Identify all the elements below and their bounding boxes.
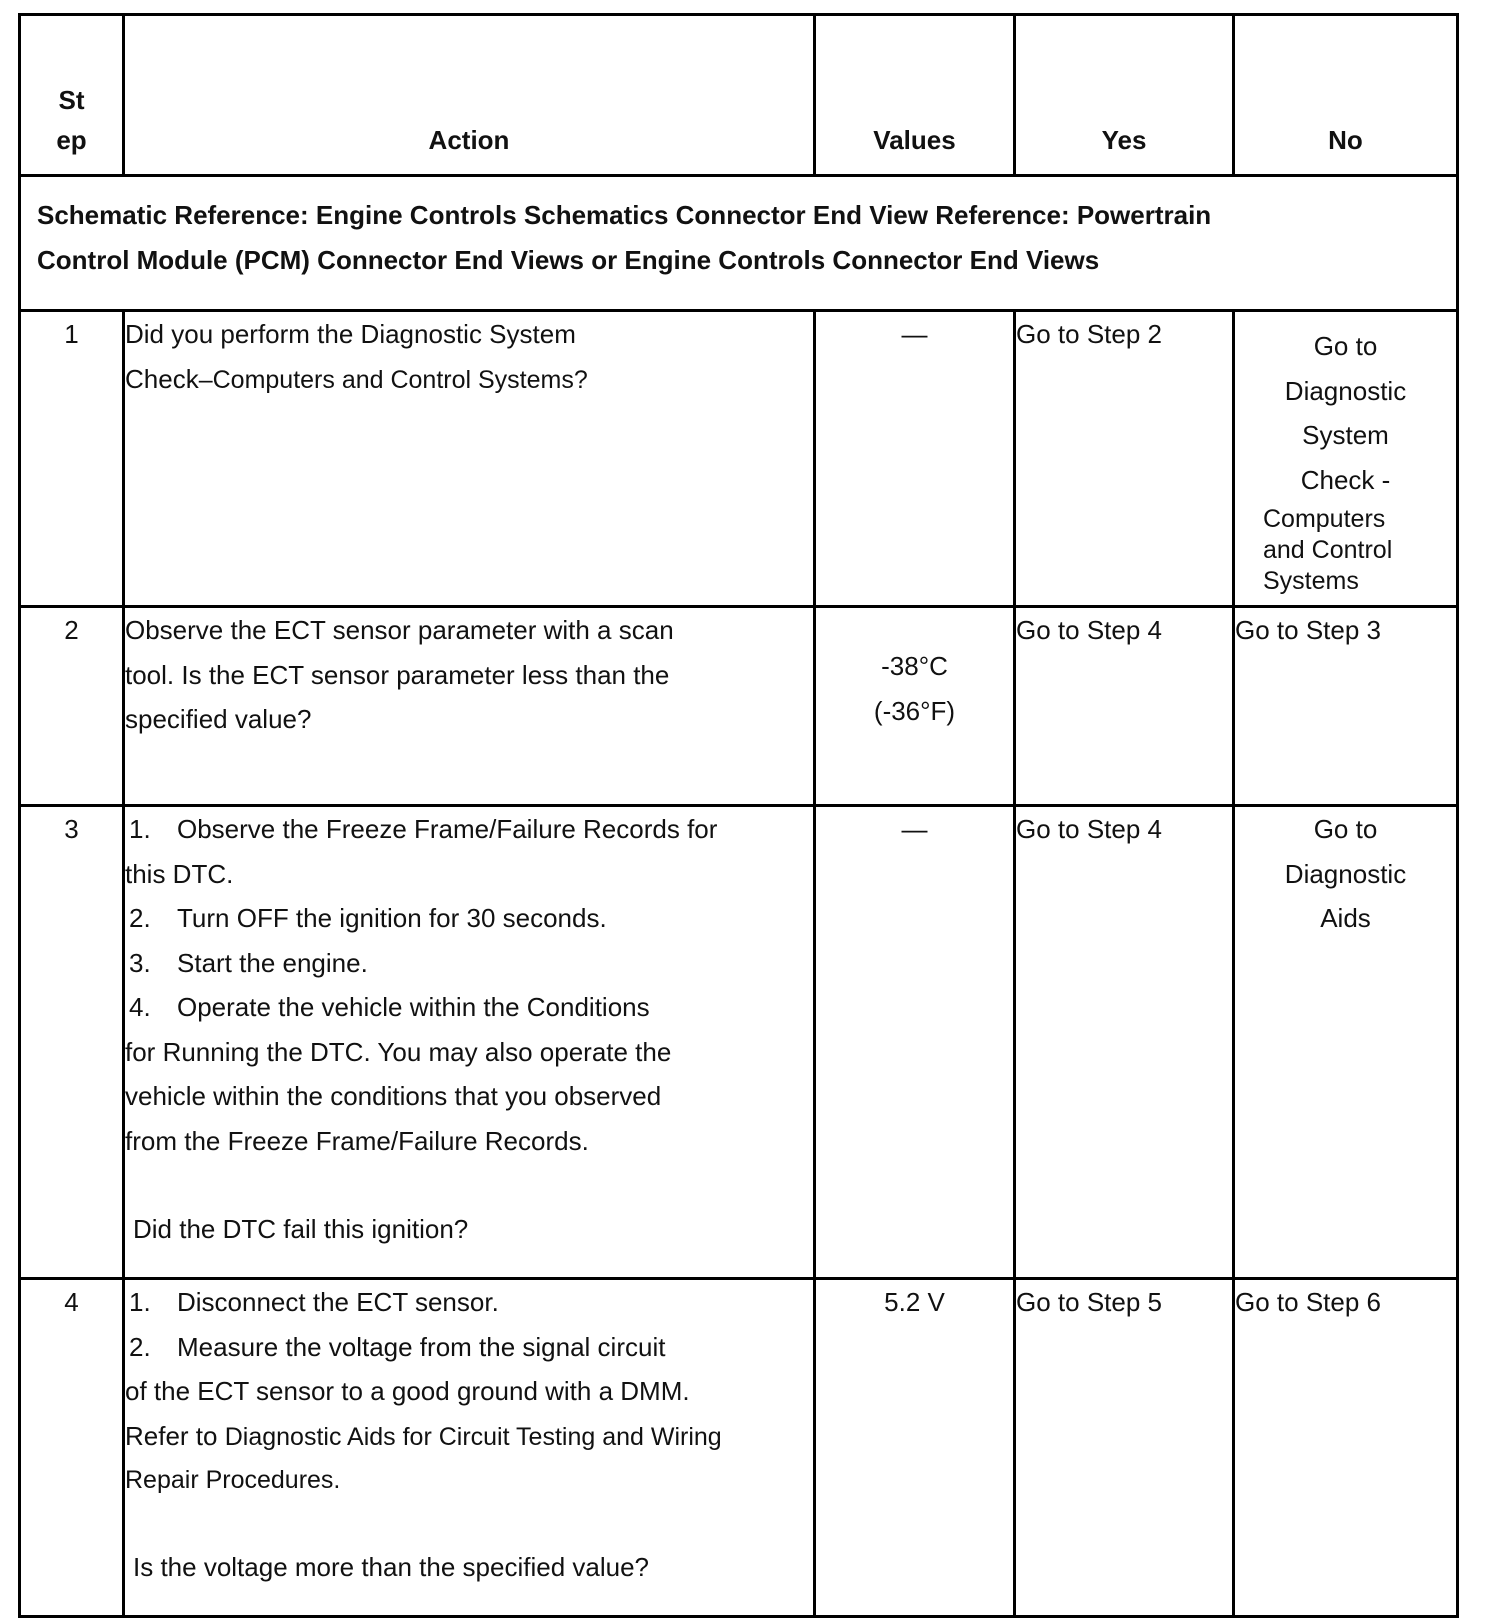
action-cell [124,311,815,607]
reference-line-1: Schematic Reference: Engine Controls Schematics Connector End View Reference: Powertrain [37,200,1212,230]
question: Is the voltage more than the specified value? [133,1552,649,1582]
yes-cell: Go to Step 5 [1015,1279,1234,1617]
step-number: 3 [20,806,124,1279]
no-line: System [1302,420,1389,450]
no-line: Computers [1263,505,1386,533]
no-cell: Go to Step 3 [1234,607,1458,806]
action-line: specified value? [125,704,312,734]
no-line: Go to [1313,331,1378,361]
list-item-continuation: for Running the DTC. You may also operate the [125,1036,672,1067]
no-line: Systems [1263,567,1359,595]
list-item: 1. Observe the Freeze Frame/Failure Records for [129,814,718,844]
list-item-continuation: this DTC. [125,858,234,889]
step-number: 1 [20,311,124,607]
header-step-line2: ep [56,125,87,155]
step-number: 2 [20,607,124,806]
list-item: 2. Measure the voltage from the signal circuit [129,1331,666,1362]
list-item-continuation: from the Freeze Frame/Failure Records. [125,1125,589,1156]
value-cell: — [815,311,1015,607]
no-cell [1234,311,1458,607]
reference-line-2: Control Module (PCM) Connector End Views or Engine Controls Connector End Views [37,245,1100,275]
yes-cell: Go to Step 4 [1015,607,1234,806]
table-row [20,1279,1458,1617]
schematic-reference [20,176,1458,311]
action-line: tool. Is the ECT sensor parameter less than the [125,659,670,690]
yes-cell: Go to Step 2 [1015,311,1234,607]
no-cell [1234,806,1458,1279]
no-line: Go to [1313,814,1378,844]
list-item: 4. Operate the vehicle within the Conditions [129,992,650,1022]
value-cell: 5.2 V [815,1279,1015,1617]
refer-line: Repair Procedures. [125,1466,341,1494]
no-line: Diagnostic [1284,375,1407,406]
list-item-continuation: vehicle within the conditions that you observed [125,1081,662,1111]
list-item: 3. Start the engine. [129,947,368,978]
refer-line: Refer to Diagnostic Aids for Circuit Testing and Wiring [125,1420,722,1451]
header-row [20,15,1458,176]
action-line: Did you perform the Diagnostic System [125,319,576,349]
list-item-continuation: of the ECT sensor to a good ground with a DMM. [125,1376,690,1406]
value-cell: — [815,806,1015,1279]
header-action: Action [124,15,815,176]
table-row [20,806,1458,1279]
no-line: Aids [1320,903,1371,933]
header-step [20,15,124,176]
action-cell [124,1279,815,1617]
question: Did the DTC fail this ignition? [133,1214,469,1244]
yes-cell: Go to Step 4 [1015,806,1234,1279]
action-line: Observe the ECT sensor parameter with a scan [125,615,674,645]
value-cell [815,607,1015,806]
action-cell [124,806,815,1279]
header-yes: Yes [1015,15,1234,176]
header-values: Values [815,15,1015,176]
action-cell [124,607,815,806]
table-row [20,311,1458,607]
value-line: (-36°F) [873,695,956,726]
list-item: 2. Turn OFF the ignition for 30 seconds. [129,903,607,933]
step-number: 4 [20,1279,124,1617]
value-line: -38°C [881,651,948,681]
diagnostic-table [18,13,1459,1618]
no-line: Diagnostic [1284,858,1407,889]
table-row [20,607,1458,806]
no-line: and Control [1263,536,1393,564]
list-item: 1. Disconnect the ECT sensor. [129,1287,499,1317]
no-line: Check - [1300,464,1391,495]
action-line: Check–Computers and Control Systems? [125,363,588,394]
no-cell: Go to Step 6 [1234,1279,1458,1617]
header-step-line1: St [58,85,85,115]
reference-row [20,176,1458,311]
header-no: No [1234,15,1458,176]
